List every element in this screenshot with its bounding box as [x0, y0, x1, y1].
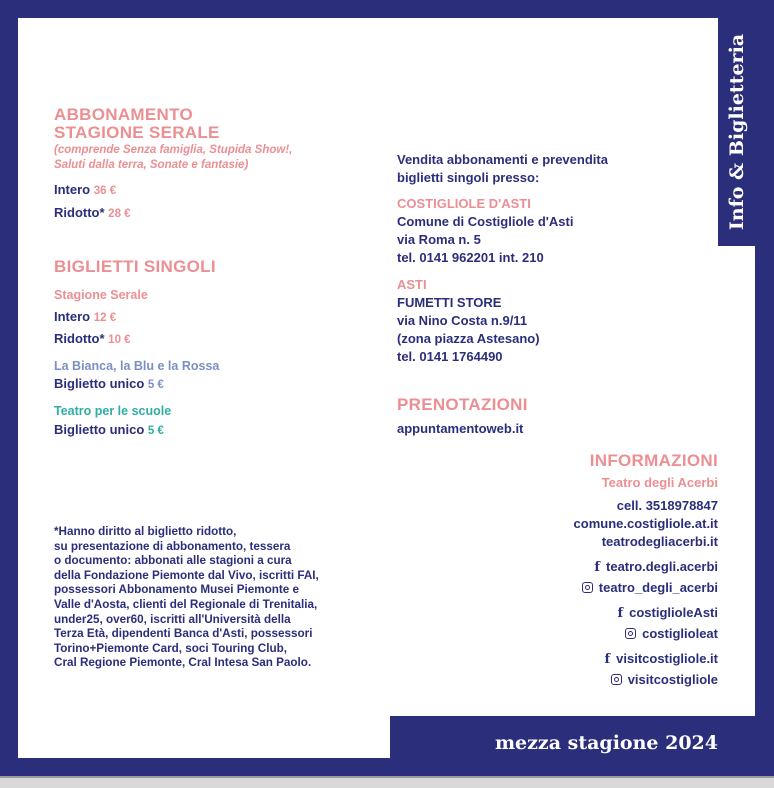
social-row[interactable]	[605, 649, 718, 670]
location-city: ASTI	[397, 277, 427, 292]
location-phone: tel. 0141 1764490	[397, 349, 503, 364]
informazioni-contacts	[574, 497, 718, 551]
social-handle: visitcostigliole.it	[616, 651, 718, 666]
info-phone: cell. 3518978847	[616, 498, 718, 513]
footnote-line: possessori Abbonamento Musei Piemonte e	[54, 583, 300, 597]
social-row[interactable]	[582, 557, 718, 578]
location-name: Comune di Costigliole d'Asti	[397, 214, 574, 229]
location-costigliole	[397, 195, 573, 267]
prenotazioni-link[interactable]: appuntamentoweb.it	[397, 421, 524, 436]
social-row[interactable]	[618, 624, 718, 644]
footnote-line: *Hanno diritto al biglietto ridotto,	[54, 525, 237, 538]
social-handle: visitcostigliole	[627, 672, 718, 687]
footnote-line: under25, over60, iscritti all'Università della	[54, 612, 291, 626]
bianca-heading: La Bianca, la Blu e la Rossa	[54, 359, 220, 373]
social-group-2	[618, 603, 718, 644]
social-handle: teatro_degli_acerbi	[598, 580, 718, 595]
intero-label: Intero	[54, 309, 91, 324]
abbonamento-ridotto	[54, 203, 131, 224]
footnote-line: su presentazione di abbonamento, tessera	[54, 539, 291, 553]
social-row[interactable]	[618, 603, 718, 624]
social-row[interactable]	[605, 670, 718, 690]
abbonamento-note-2: Saluti dalla terra, Sonate e fantasie)	[54, 159, 249, 171]
facebook-icon: f	[604, 652, 611, 667]
scuole-label: Biglietto unico	[54, 422, 145, 437]
location-city: COSTIGLIOLE D'ASTI	[397, 196, 531, 211]
abbonamento-note-1: (comprende Senza famiglia, Stupida Show!,	[54, 144, 293, 156]
ridotto-label: Ridotto*	[54, 331, 105, 346]
location-asti	[397, 276, 540, 366]
footnote	[54, 525, 319, 671]
footnote-line: della Fondazione Piemonte dal Vivo, iscritti FAI,	[54, 568, 319, 582]
vendita-intro-line: Vendita abbonamenti e prevendita	[397, 152, 608, 167]
location-phone: tel. 0141 962201 int. 210	[397, 250, 544, 265]
location-address: via Nino Costa n.9/11	[397, 313, 528, 328]
informazioni-title: INFORMAZIONI	[589, 451, 718, 470]
vendita-intro	[397, 151, 608, 187]
footnote-line: Valle d'Aosta, clienti del Regionale di Trenitalia,	[54, 597, 318, 611]
ridotto-label: Ridotto*	[54, 205, 105, 220]
scuole-price: 5 €	[147, 425, 164, 437]
intero-label: Intero	[54, 182, 91, 197]
scuole-price-row	[54, 420, 164, 441]
abbonamento-title-1: ABBONAMENTO	[54, 105, 193, 124]
instagram-icon	[611, 674, 622, 685]
right-border-block	[755, 246, 774, 786]
social-group-1	[582, 557, 718, 598]
facebook-icon: f	[594, 560, 601, 575]
abbonamento-title-2: STAGIONE SERALE	[54, 123, 220, 142]
serale-heading: Stagione Serale	[54, 288, 148, 302]
side-tab-label: Info & Biglietteria	[726, 33, 749, 231]
bianca-label: Biglietto unico	[54, 376, 145, 391]
instagram-icon	[625, 628, 636, 639]
footer-bar	[390, 716, 774, 770]
scuole-heading: Teatro per le scuole	[54, 404, 172, 418]
bianca-price-row	[54, 374, 164, 395]
location-address: via Roma n. 5	[397, 232, 481, 247]
abbonamento-intero	[54, 180, 116, 201]
location-zone: (zona piazza Astesano)	[397, 331, 540, 346]
side-tab	[718, 18, 756, 246]
social-row[interactable]	[582, 578, 718, 598]
vendita-intro-line: biglietti singoli presso:	[397, 170, 540, 185]
prenotazioni-title: PRENOTAZIONI	[397, 395, 528, 414]
social-handle: costiglioleat	[642, 626, 718, 641]
intero-price: 36 €	[93, 185, 117, 197]
biglietti-title: BIGLIETTI SINGOLI	[54, 257, 216, 276]
informazioni-subtitle: Teatro degli Acerbi	[601, 475, 718, 490]
social-handle: costiglioleAsti	[629, 605, 718, 620]
footnote-line: Cral Regione Piemonte, Cral Intesa San Paolo.	[54, 656, 312, 670]
info-site-link[interactable]: comune.costigliole.at.it	[573, 516, 718, 531]
serale-intero	[54, 307, 116, 328]
location-name: FUMETTI STORE	[397, 295, 502, 310]
footnote-line: Torino+Piemonte Card, soci Touring Club,	[54, 641, 288, 655]
serale-ridotto	[54, 329, 131, 350]
intero-price: 12 €	[93, 312, 117, 324]
instagram-icon	[582, 582, 593, 593]
facebook-icon: f	[617, 606, 624, 621]
info-site-link[interactable]: teatrodegliacerbi.it	[601, 534, 718, 549]
footer-label: mezza stagione 2024	[494, 732, 718, 754]
page-bottom-edge	[0, 776, 774, 788]
social-group-3	[605, 649, 718, 690]
footnote-line: Terza Età, dipendenti Banca d'Asti, possessori	[54, 627, 313, 641]
bianca-price: 5 €	[147, 379, 164, 391]
ridotto-price: 28 €	[108, 208, 131, 220]
ridotto-price: 10 €	[108, 334, 131, 346]
social-handle: teatro.degli.acerbi	[606, 559, 718, 574]
footnote-line: o documento: abbonati alle stagioni a cura	[54, 554, 292, 568]
